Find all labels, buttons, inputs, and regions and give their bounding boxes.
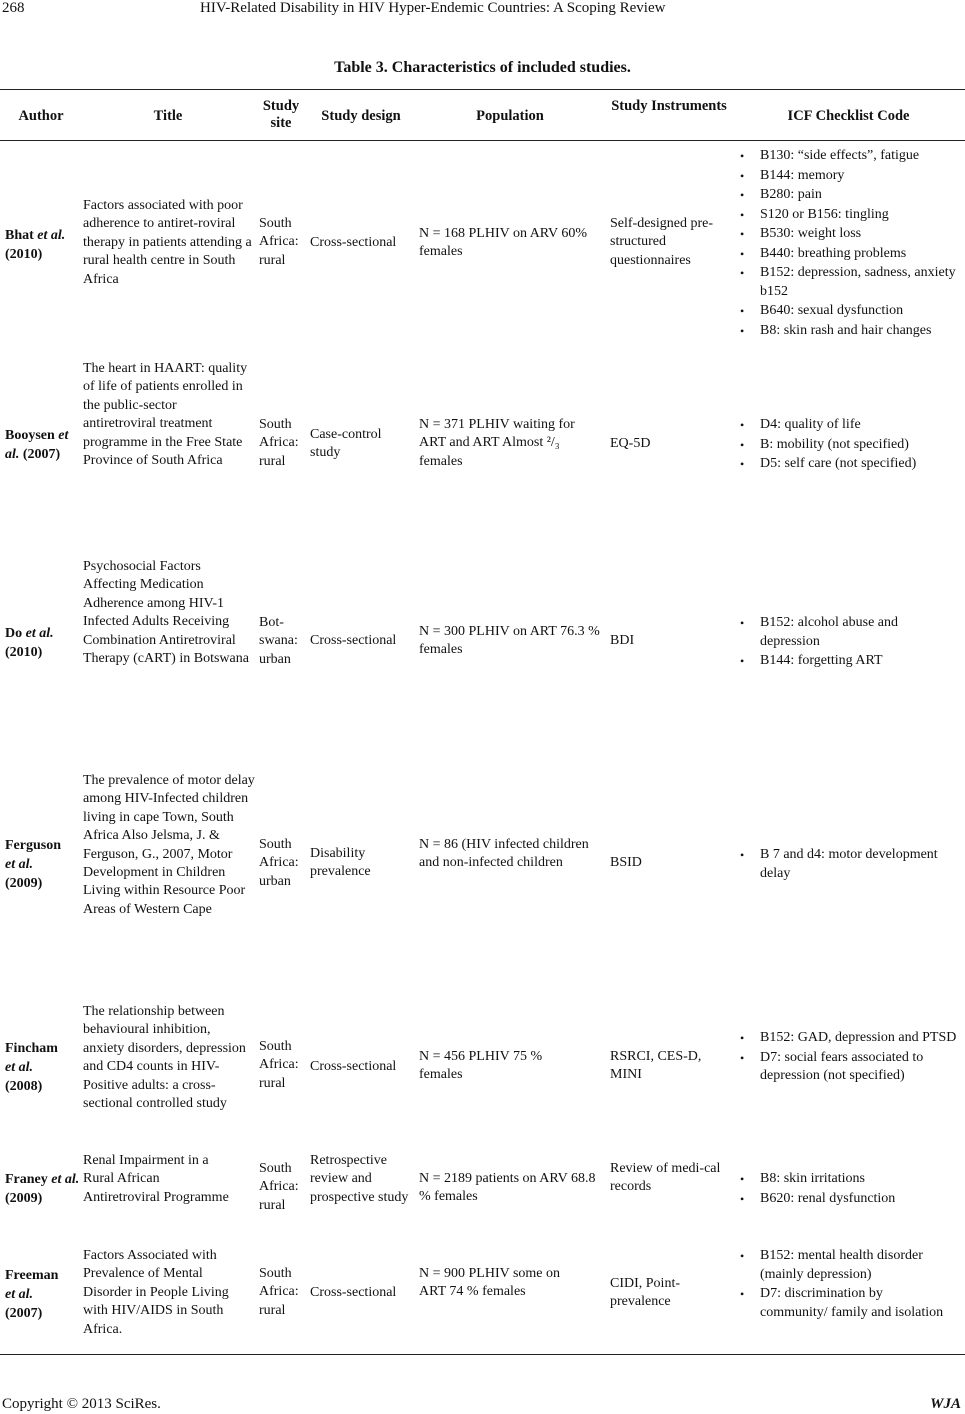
table-row-instruments: RSRCI, CES-D, MINI	[610, 1049, 702, 1083]
icf-code: • B144: forgetting ART	[735, 652, 935, 671]
table-row-author: Ferguson et al. (2009)	[5, 838, 61, 891]
table-row-design: Case-control study	[310, 427, 382, 461]
table-row-population: N = 900 PLHIV some on ART 74 % females	[419, 1266, 561, 1300]
table-row-site: South Africa: rural	[259, 1161, 299, 1213]
icf-code: • D4: quality of life	[735, 416, 965, 435]
table-row-author: Bhat et al. (2010)	[5, 228, 66, 262]
table-row-title: The prevalence of motor delay among HIV-Infected children living in cape Town, South Africa Also Jelsma, J. & Ferguson, G., 2007, Motor Development in Children Living within Resource Poor Areas of Western Cape	[83, 773, 255, 917]
icf-code: • B530: weight loss	[735, 225, 965, 244]
icf-code: • B640: sexual dysfunction	[735, 302, 965, 321]
table-row-icf	[735, 147, 965, 341]
table-row-population: N = 371 PLHIV waiting for ART and ART Almost ²/₃ females	[419, 417, 575, 469]
icf-code: • B152: depression, sadness, anxiety b152	[735, 264, 965, 301]
table-row-icf	[735, 1170, 965, 1209]
table-row-instruments: BSID	[610, 855, 642, 870]
copyright-text: Copyright © 2013 SciRes.	[2, 1396, 161, 1412]
table-row-icf	[735, 1029, 965, 1087]
header-bottom-rule	[0, 140, 965, 141]
table-row-design: Disability prevalence	[310, 846, 371, 880]
table-bottom-rule	[0, 1354, 965, 1355]
journal-abbrev: WJA	[930, 1396, 961, 1412]
col-header-instruments: Study Instruments	[611, 98, 727, 114]
icf-code: • D7: social fears associated to depression (not specified)	[735, 1049, 965, 1086]
table-row-population: N = 456 PLHIV 75 % females	[419, 1049, 543, 1083]
table-row-author: Booysen et al. (2007)	[5, 428, 69, 462]
table-row-site: South Africa: rural	[259, 417, 299, 469]
col-header-title: Title	[153, 108, 183, 124]
table-row-design: Cross-sectional	[310, 1285, 397, 1300]
page-number: 268	[2, 0, 25, 16]
icf-code: • B130: “side effects”, fatigue	[735, 147, 965, 166]
table-row-icf	[735, 614, 935, 672]
page-header	[0, 0, 965, 22]
icf-code: • B620: renal dysfunction	[735, 1190, 965, 1209]
table-row-title: Factors associated with poor adherence to antiret-roviral therapy in patients attending a rural health centre in South Africa	[83, 198, 252, 287]
table-row-design: Cross-sectional	[310, 1059, 397, 1074]
table-row-title: Factors Associated with Prevalence of Mental Disorder in People Living with HIV/AIDS in South Africa.	[83, 1248, 229, 1337]
table-row-site: South Africa: urban	[259, 837, 299, 889]
icf-code: • B8: skin irritations	[735, 1170, 965, 1189]
table-row-instruments: Review of medi-cal records	[610, 1161, 721, 1195]
table-row-instruments: CIDI, Point-prevalence	[610, 1276, 680, 1310]
icf-code: • B: mobility (not specified)	[735, 436, 965, 455]
col-header-icf: ICF Checklist Code	[787, 108, 910, 124]
table-row-site: Bot-swana: urban	[259, 615, 298, 667]
table-row-author: Fincham et al. (2008)	[5, 1041, 58, 1094]
table-row-design: Cross-sectional	[310, 633, 397, 648]
table-row-instruments: Self-designed pre-structured questionnaires	[610, 216, 714, 268]
table-row-icf	[735, 846, 965, 884]
table-caption: Table 3. Characteristics of included studies.	[334, 59, 631, 76]
table-row-icf	[735, 416, 965, 475]
table-row-title: The relationship between behavioural inhibition, anxiety disorders, depression and CD4 counts in HIV-Positive adults: a cross-sectional controlled study	[83, 1004, 246, 1112]
col-header-design: Study design	[321, 108, 401, 124]
icf-code: • B152: GAD, depression and PTSD	[735, 1029, 965, 1048]
col-header-author: Author	[18, 108, 64, 124]
table-row-title: Renal Impairment in a Rural African Antiretroviral Programme	[83, 1153, 229, 1205]
table-row-author: Freeman et al. (2007)	[5, 1268, 59, 1321]
icf-code: • B280: pain	[735, 186, 965, 205]
table-row-design: Retrospective review and prospective study	[310, 1153, 409, 1205]
table-row-icf	[735, 1247, 950, 1323]
icf-code: • S120 or B156: tingling	[735, 206, 965, 225]
icf-code: • D7: discrimination by community/ family and isolation	[735, 1285, 950, 1322]
icf-code: • B144: memory	[735, 167, 965, 186]
col-header-population: Population	[476, 108, 544, 124]
table-row-author: Franey et al. (2009)	[5, 1172, 80, 1206]
table-row-author: Do et al. (2010)	[5, 626, 54, 660]
icf-code: • D5: self care (not specified)	[735, 455, 965, 474]
table-row-population: N = 86 (HIV infected children and non-infected children	[419, 837, 589, 871]
table-row-population: N = 2189 patients on ARV 68.8 % females	[419, 1171, 596, 1205]
table-row-site: South Africa: rural	[259, 216, 299, 268]
icf-code: • B8: skin rash and hair changes	[735, 322, 965, 341]
table-row-population: N = 300 PLHIV on ART 76.3 % females	[419, 624, 600, 658]
icf-code: • B440: breathing problems	[735, 245, 965, 264]
col-header-site: Study site	[262, 98, 300, 131]
icf-code: • B 7 and d4: motor development delay	[735, 846, 965, 883]
icf-code: • B152: mental health disorder (mainly depression)	[735, 1247, 950, 1284]
table-top-rule	[0, 89, 965, 90]
table-row-population: N = 168 PLHIV on ARV 60% females	[419, 226, 588, 260]
table-row-instruments: BDI	[610, 633, 635, 648]
running-title: HIV-Related Disability in HIV Hyper-Endemic Countries: A Scoping Review	[200, 0, 666, 16]
table-row-site: South Africa: rural	[259, 1266, 299, 1318]
table-row-site: South Africa: rural	[259, 1039, 299, 1091]
table-row-title: Psychosocial Factors Affecting Medication Adherence among HIV-1 Infected Adults Receiving Combination Antiretroviral Therapy (cART) in Botswana	[83, 559, 249, 667]
table-row-instruments: EQ-5D	[610, 436, 651, 451]
table-row-design: Cross-sectional	[310, 235, 397, 250]
table-row-title: The heart in HAART: quality of life of patients enrolled in the public-sector antiretroviral treatment programme in the Free State Province of South Africa	[83, 361, 248, 469]
icf-code: • B152: alcohol abuse and depression	[735, 614, 935, 651]
